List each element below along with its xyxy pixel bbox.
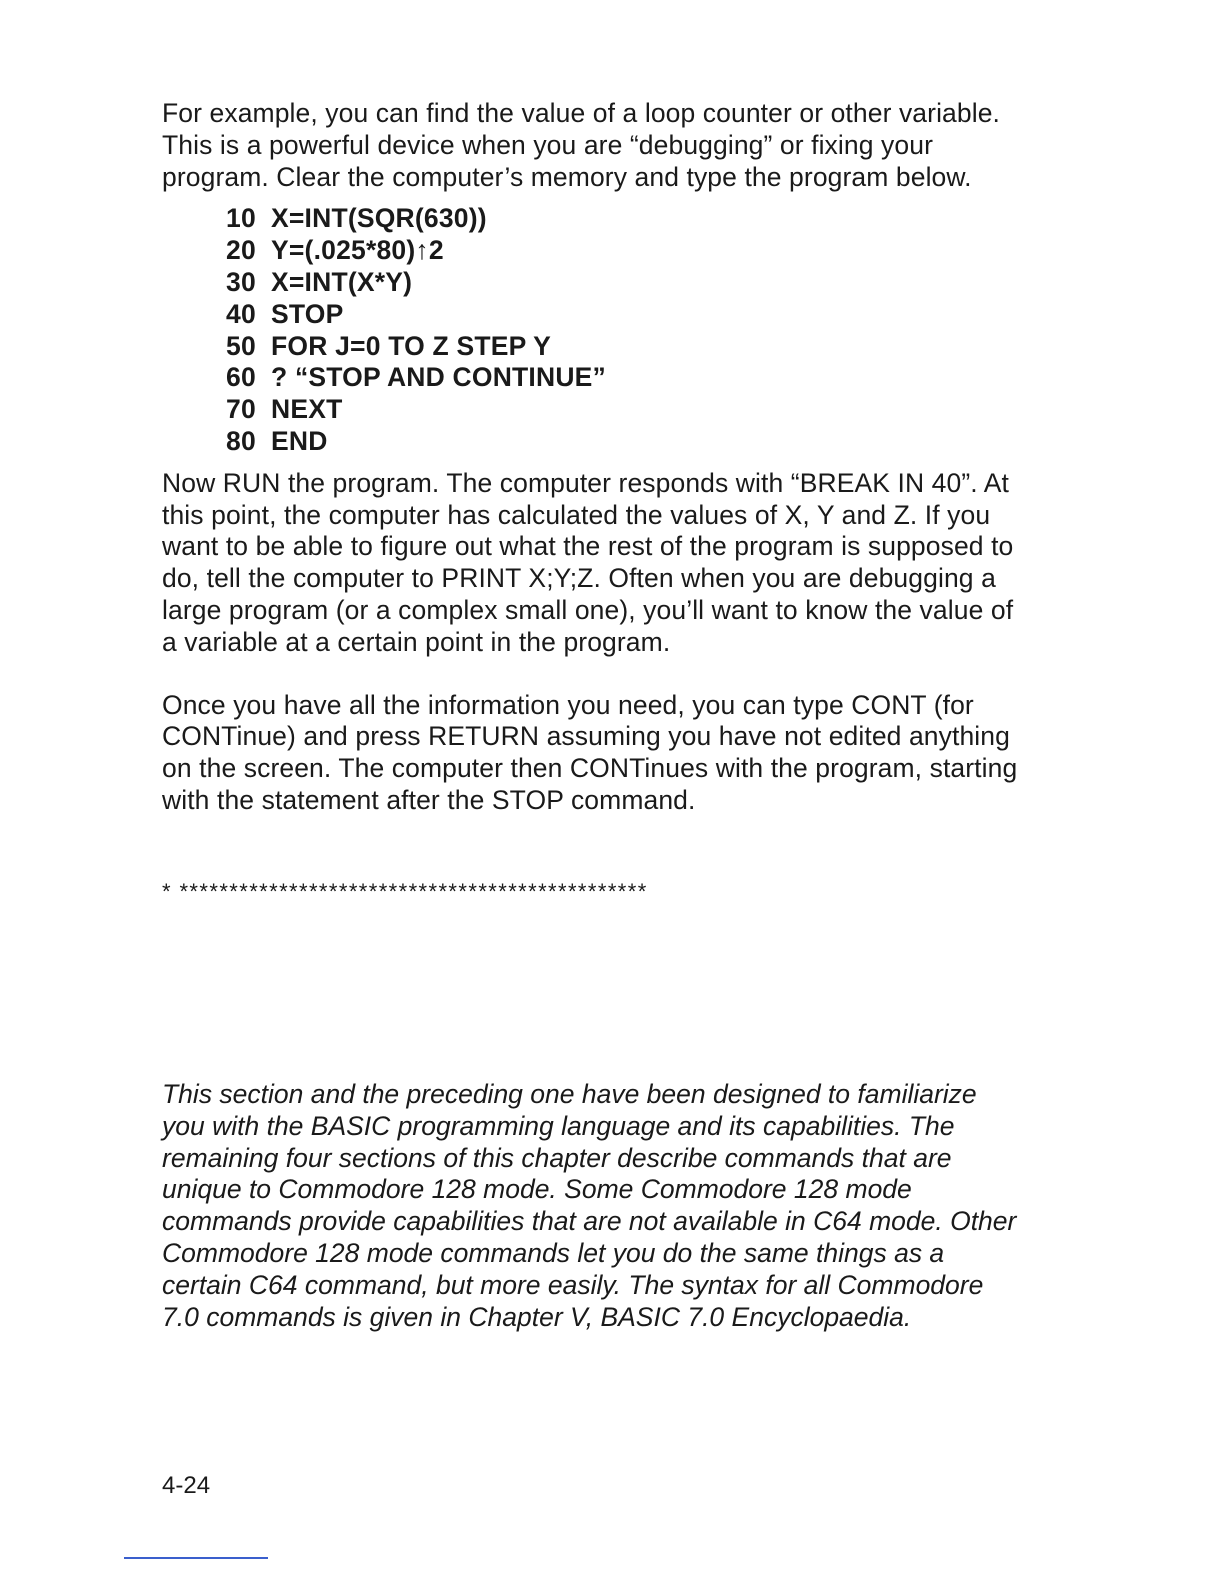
program-line	[226, 235, 1022, 267]
cont-paragraph: Once you have all the information you need, you can type CONT (for CONTinue) and press RETURN assuming you have not edited anything on the screen. The computer then CONTinues with the program, starting with the statement after the STOP command.	[162, 689, 1018, 815]
program-line	[226, 267, 1022, 299]
line-number: 30	[226, 266, 256, 297]
line-number: 10	[226, 203, 256, 234]
line-number: 20	[226, 235, 256, 266]
line-number: 80	[226, 425, 256, 456]
line-number: 70	[226, 394, 256, 425]
page-number: 4-24	[162, 1472, 211, 1499]
line-code: ? “STOP AND CONTINUE”	[271, 362, 606, 393]
line-code: STOP	[271, 298, 344, 329]
run-paragraph: Now RUN the program. The computer responds with “BREAK IN 40”. At this point, the computer has calculated the values of X, Y and Z. If you want to be able to figure out what the rest of the program is supposed to do, tell the computer to PRINT X;Y;Z. Often when you are debugging a large program (or a complex small one), you’ll want to know the value of a variable at a certain point in the program.	[162, 467, 1014, 657]
page-content	[162, 98, 1022, 1332]
intro-paragraph: For example, you can find the value of a loop counter or other variable. This is a powerful device when you are “debugging” or fixing your program. Clear the computer’s memory and type the program below.	[162, 98, 1001, 192]
scan-edge-line	[124, 1557, 268, 1559]
program-line	[226, 394, 1022, 426]
line-number: 60	[226, 362, 256, 393]
line-code: X=INT(X*Y)	[271, 266, 413, 297]
program-line	[226, 299, 1022, 331]
line-code: FOR J=0 TO Z STEP Y	[271, 330, 551, 361]
section-note: This section and the preceding one have been designed to familiarize you with the BASIC programming language and its capabilities. The remaining four sections of this chapter describe commands that are unique to Commodore 128 mode. Some Commodore 128 mode commands provide capabilities that are not available in C64 mode. Other Commodore 128 mode commands let you do the same things as a certain C64 command, but more easily. The syntax for all Commodore 7.0 commands is given in Chapter V, BASIC 7.0 Encyclopaedia.	[162, 1079, 1017, 1332]
program-line	[226, 362, 1022, 394]
line-code: NEXT	[271, 394, 343, 425]
asterisk-divider: * ***********************************************	[162, 878, 648, 904]
line-number: 40	[226, 298, 256, 329]
line-code: END	[271, 425, 328, 456]
line-code: Y=(.025*80)↑2	[271, 235, 444, 266]
program-line	[226, 203, 1022, 235]
program-line	[226, 331, 1022, 363]
program-listing	[226, 203, 1022, 457]
line-number: 50	[226, 330, 256, 361]
line-code: X=INT(SQR(630))	[271, 203, 487, 234]
program-line	[226, 426, 1022, 458]
